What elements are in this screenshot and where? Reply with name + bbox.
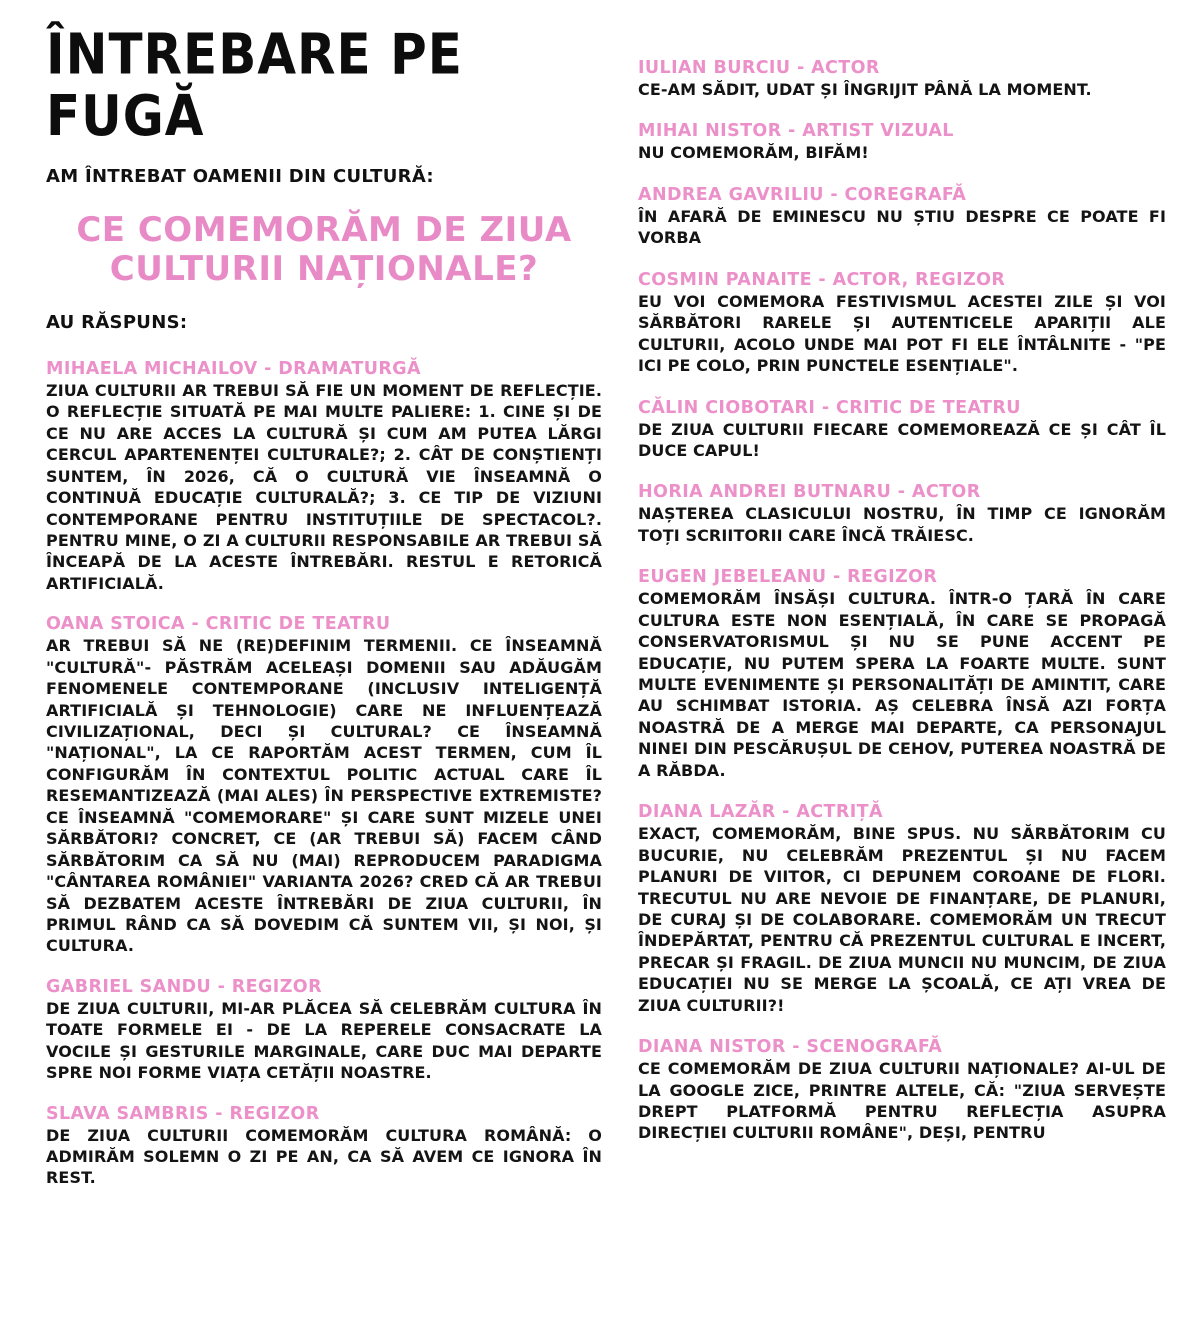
respondent-name: OANA STOICA - CRITIC DE TEATRU xyxy=(46,614,391,635)
respondent-answer: AR TREBUI SĂ NE (RE)DEFINIM TERMENII. CE ÎNSEAMNĂ "CULTURĂ"- PĂSTRĂM ACELEAȘI DOMENII SAU ADĂUGĂM FENOMENELE CONTEMPORANE (INCLUSIV INTELIGENȚĂ ARTIFICIALĂ ȘI TEHNOLOGIE) CARE NE INFLUENȚEAZĂ CIVILIZAȚIONAL, DECI ȘI CULTURAL? CE ÎNSEAMNĂ "NAȚIONAL", LA CE RAPORTĂM ACEST TERMEN, CUM ÎL CONFIGURĂM ÎN CONTEXTUL POLITIC ACTUAL CARE ÎL RESEMANTIZEAZĂ (MAI ALES) ÎN PERSPECTIVE EXTREMISTE? CE ÎNSEAMNĂ "COMEMORARE" ȘI CARE SUNT MIZELE UNEI SĂRBĂTORI? CONCRET, CE (AR TREBUI SĂ) FACEM CÂND SĂRBĂTORIM CA SĂ NU (MAI) REPRODUCEM PARADIGMA "CÂNTAREA ROMÂNIEI" VARIANTA 2026? CRED CĂ AR TREBUI SĂ DEZBATEM ACESTE ÎNTREBĂRI DE ZIUA CULTURII, ÎN PRIMUL RÂND CA SĂ DOVEDIM CĂ SUNTEM VII, ȘI NOI, ȘI CULTURA. xyxy=(46,636,602,956)
answer-entry xyxy=(638,398,1166,462)
respondent-name: ANDREA GAVRILIU - COREGRAFĂ xyxy=(638,184,967,205)
headline-question: CE COMEMORĂM DE ZIUA CULTURII NAȚIONALE? xyxy=(76,210,572,290)
answer-entry xyxy=(638,567,1166,781)
respondent-name: MIHAELA MICHAILOV - DRAMATURGĂ xyxy=(46,358,421,379)
respondent-answer: ÎN AFARĂ DE EMINESCU NU ȘTIU DESPRE CE POATE FI VORBA xyxy=(638,206,1166,248)
respondent-answer: COMEMORĂM ÎNSĂȘI CULTURA. ÎNTR-O ȚARĂ ÎN CARE CULTURA ESTE NON ESENȚIALĂ, ÎN CARE SE PROPAGĂ CONSERVATORISMUL ȘI NU SE PUNE ACCENT PE EDUCAȚIE, NU PUTEM SPERA LA FOARTE MULTE. SUNT MULTE EVENIMENTE ȘI PERSONALITĂȚI DE AMINTIT, CARE AU SCHIMBAT ISTORIA. AȘ CELEBRA ÎNSĂ AZI FORȚA NOASTRĂ DE A MERGE MAI DEPARTE, CA PERSONAJUL NINEI DIN PESCĂRUȘUL DE CEHOV, PUTEREA NOASTRĂ DE A RĂBDA. xyxy=(638,589,1166,780)
respondent-answer: NAȘTEREA CLASICULUI NOSTRU, ÎN TIMP CE IGNORĂM TOȚI SCRIITORII CARE ÎNCĂ TRĂIESC. xyxy=(638,504,1166,545)
left-column xyxy=(46,21,602,1209)
answer-entry xyxy=(638,185,1166,249)
respondent-name: HORIA ANDREI BUTNARU - ACTOR xyxy=(638,482,981,503)
answer-entry xyxy=(46,1104,602,1189)
answered-label: AU RĂSPUNS: xyxy=(46,311,188,333)
respondent-answer: EU VOI COMEMORA FESTIVISMUL ACESTEI ZILE ȘI VOI SĂRBĂTORI RARELE ȘI AUTENTICELE APARIȚII ALE CULTURII, ACOLO UNDE MAI POT FI ELE ÎNTÂLNITE - "PE ICI PE COLO, PRIN PUNCTELE ESENȚIALE". xyxy=(638,291,1166,376)
right-column xyxy=(638,58,1166,1165)
answer-entry xyxy=(638,482,1166,546)
answer-entry xyxy=(638,270,1166,377)
respondent-answer: CE COMEMORĂM DE ZIUA CULTURII NAȚIONALE? AI-UL DE LA GOOGLE ZICE, PRINTRE ALTELE, CĂ: "ZIUA SERVEȘTE DREPT PLATFORMĂ PENTRU REFLECȚIA ASUPRA DIRECȚIEI CULTURII ROMÂNE", DEȘI, PENTRU xyxy=(638,1059,1166,1143)
respondent-name: DIANA LAZĂR - ACTRIȚĂ xyxy=(638,802,883,823)
answer-entry xyxy=(46,614,602,957)
answer-entry xyxy=(638,121,1166,163)
answer-entry xyxy=(638,1037,1166,1144)
respondent-name: SLAVA SAMBRIS - REGIZOR xyxy=(46,1103,320,1124)
respondent-answer: DE ZIUA CULTURII, MI-AR PLĂCEA SĂ CELEBRĂM CULTURA ÎN TOATE FORMELE EI - DE LA REPERELE CONSACRATE LA VOCILE ȘI GESTURILE MARGINALE, CARE DUC MAI DEPARTE SPRE NOI FORME VIAȚA CETĂȚII NOASTRE. xyxy=(46,998,602,1083)
respondent-answer: DE ZIUA CULTURII FIECARE COMEMOREAZĂ CE ȘI CÂT ÎL DUCE CAPUL! xyxy=(638,419,1166,460)
respondent-answer: NU COMEMORĂM, BIFĂM! xyxy=(638,143,869,163)
respondent-answer: DE ZIUA CULTURII COMEMORĂM CULTURA ROMÂNĂ: O ADMIRĂM SOLEMN O ZI PE AN, CA SĂ AVEM CE IGNORA ÎN REST. xyxy=(46,1125,602,1188)
answer-entry xyxy=(638,58,1166,100)
respondent-name: CĂLIN CIOBOTARI - CRITIC DE TEATRU xyxy=(638,397,1021,418)
respondent-name: IULIAN BURCIU - ACTOR xyxy=(638,58,880,78)
respondent-name: MIHAI NISTOR - ARTIST VIZUAL xyxy=(638,121,954,142)
page-title: ÎNTREBARE PE FUGĂ xyxy=(46,21,463,149)
respondent-name: DIANA NISTOR - SCENOGRAFĂ xyxy=(638,1037,943,1058)
respondent-name: GABRIEL SANDU - REGIZOR xyxy=(46,976,322,997)
intro-text: AM ÎNTREBAT OAMENII DIN CULTURĂ: xyxy=(46,166,434,187)
answer-entry xyxy=(46,359,602,594)
respondent-name: COSMIN PANAITE - ACTOR, REGIZOR xyxy=(638,269,1006,290)
respondent-name: EUGEN JEBELEANU - REGIZOR xyxy=(638,567,938,588)
respondent-answer: CE-AM SĂDIT, UDAT ȘI ÎNGRIJIT PÂNĂ LA MOMENT. xyxy=(638,80,1092,99)
respondent-answer: ZIUA CULTURII AR TREBUI SĂ FIE UN MOMENT DE REFLECȚIE. O REFLECȚIE SITUATĂ PE MAI MULTE PALIERE: 1. CINE ȘI DE CE NU ARE ACCES LA CULTURĂ ȘI CUM AM PUTEA LĂRGI CERCUL APARTENENȚEI CULTURALE?; 2. CÂT DE CONȘTIENȚI SUNTEM, ÎN 2026, CĂ O CULTURĂ VIE ÎNSEAMNĂ O CONTINUĂ EDUCAȚIE CULTURALĂ?; 3. CE TIP DE VIZIUNI CONTEMPORANE PENTRU INSTITUȚIILE DE SPECTACOL?. PENTRU MINE, O ZI A CULTURII RESPONSABILE AR TREBUI SĂ ÎNCEAPĂ DE LA ACESTE ÎNTREBĂRI. RESTUL E RETORICĂ ARTIFICIALĂ. xyxy=(46,380,602,593)
answer-entry xyxy=(638,802,1166,1016)
respondent-answer: EXACT, COMEMORĂM, BINE SPUS. NU SĂRBĂTORIM CU BUCURIE, NU CELEBRĂM PREZENTUL ȘI NU FACEM PLANURI DE VIITOR, CI DEPUNEM COROANE DE FLORI. TRECUTUL NU ARE NEVOIE DE FINANȚARE, DE PLANURI, DE CURAJ ȘI DE COLABORARE. COMEMORĂM UN TRECUT ÎNDEPĂRTAT, PENTRU CĂ PREZENTUL CULTURAL E INCERT, PRECAR ȘI FRAGIL. DE ZIUA MUNCII NU MUNCIM, DE ZIUA EDUCAȚIEI NU SE MERGE LA ȘCOALĂ, CE AȚI VREA DE ZIUA CULTURII?! xyxy=(638,824,1166,1015)
answer-entry xyxy=(46,977,602,1084)
